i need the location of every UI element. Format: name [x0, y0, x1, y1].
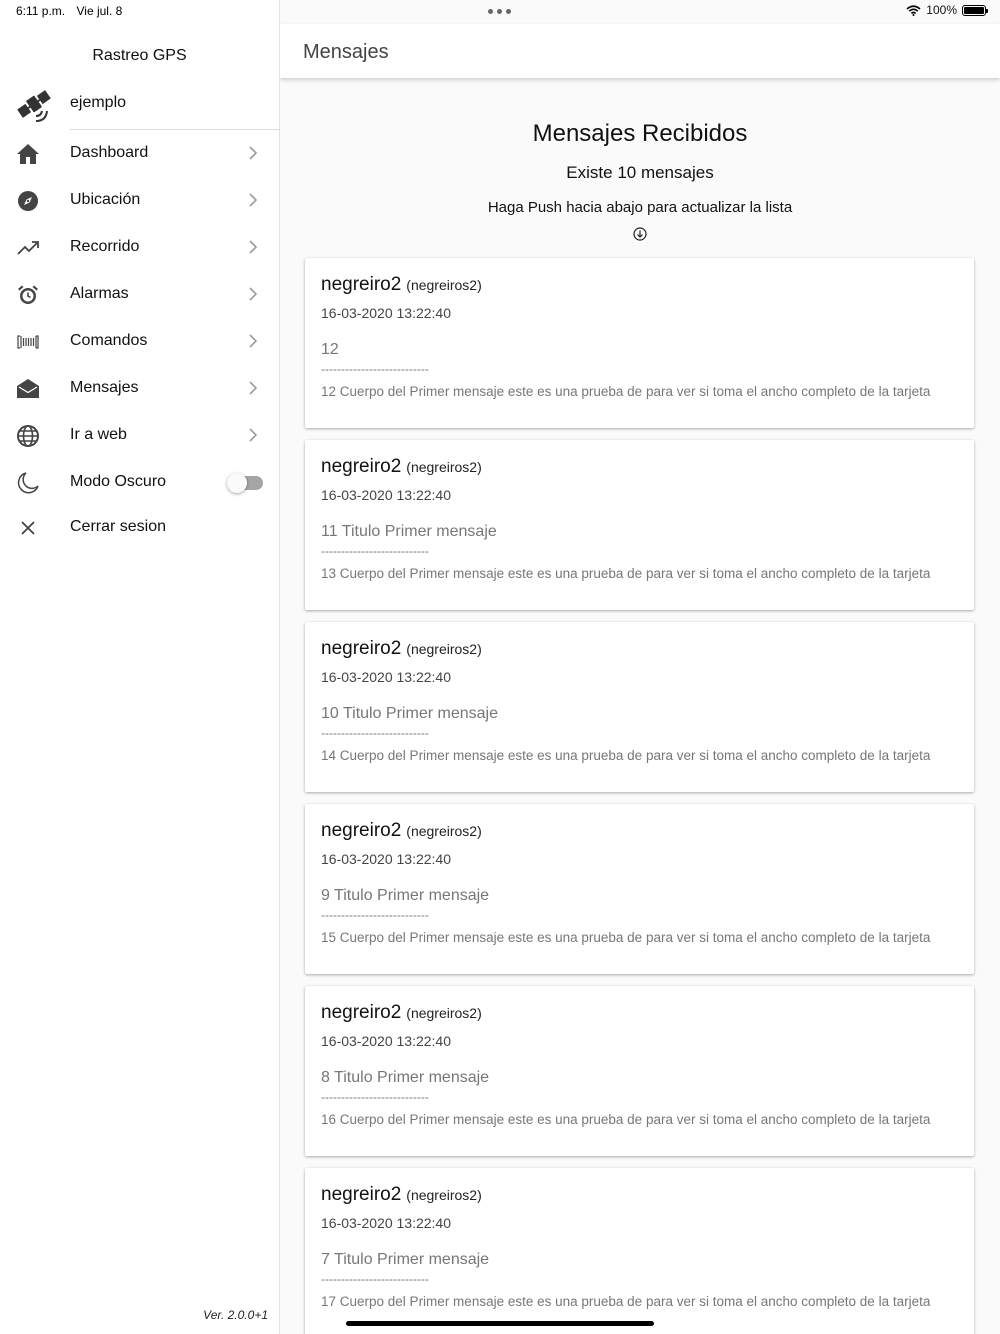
message-separator: --------------------------- [321, 1272, 429, 1286]
sender-username: (negreiros2) [406, 823, 482, 839]
message-subject: 11 Titulo Primer mensaje [321, 523, 497, 540]
app-version: Ver. 2.0.0+1 [203, 1308, 268, 1322]
chevron-right-icon [246, 286, 260, 302]
message-separator: --------------------------- [321, 362, 429, 376]
menu-item-comandos[interactable] [0, 318, 279, 365]
message-card[interactable] [305, 1168, 974, 1334]
menu-item-logout[interactable] [0, 507, 279, 547]
message-sender [321, 274, 482, 296]
message-separator: --------------------------- [321, 1090, 429, 1104]
chevron-right-icon [246, 145, 260, 161]
chevron-right-icon [246, 239, 260, 255]
message-subject: 8 Titulo Primer mensaje [321, 1069, 490, 1086]
sender-name: negreiro2 [321, 1184, 402, 1205]
chevron-right-icon [246, 192, 260, 208]
status-bar [0, 0, 1000, 24]
home-indicator[interactable] [346, 1321, 654, 1326]
sender-name: negreiro2 [321, 820, 402, 841]
message-subject: 12 [321, 341, 339, 358]
message-sender [321, 820, 482, 842]
sender-username: (negreiros2) [406, 459, 482, 475]
wifi-icon [906, 5, 921, 16]
messages-list [305, 258, 974, 1334]
page-title: Mensajes [303, 41, 389, 63]
menu-item-label: Mensajes [70, 379, 139, 396]
sender-name: negreiro2 [321, 456, 402, 477]
message-card[interactable] [305, 258, 974, 428]
status-date: Vie jul. 8 [76, 4, 123, 18]
sender-name: negreiro2 [321, 638, 402, 659]
message-date: 16-03-2020 13:22:40 [321, 669, 451, 685]
trending-up-icon [16, 236, 40, 260]
dark-mode-label: Modo Oscuro [70, 473, 167, 490]
app-title: Rastreo GPS [92, 47, 187, 64]
message-subject: 9 Titulo Primer mensaje [321, 887, 490, 904]
message-body: 15 Cuerpo del Primer mensaje este es una prueba de para ver si toma el ancho completo de la tarjeta [321, 930, 931, 945]
message-date: 16-03-2020 13:22:40 [321, 1033, 451, 1049]
barcode-icon [16, 330, 40, 354]
menu-item-label: Ubicación [70, 191, 141, 208]
status-time: 6:11 p.m. [16, 4, 66, 18]
message-body: 17 Cuerpo del Primer mensaje este es una prueba de para ver si toma el ancho completo de la tarjeta [321, 1294, 931, 1309]
toggle-knob [227, 473, 247, 493]
message-card[interactable] [305, 804, 974, 974]
moon-icon [16, 471, 40, 495]
menu-item-label: Recorrido [70, 238, 140, 255]
message-body: 12 Cuerpo del Primer mensaje este es una prueba de para ver si toma el ancho completo de la tarjeta [321, 384, 931, 399]
message-sender [321, 456, 482, 478]
drawer-menu [0, 130, 279, 547]
message-body: 14 Cuerpo del Primer mensaje este es una prueba de para ver si toma el ancho completo de la tarjeta [321, 748, 931, 763]
battery-icon [962, 5, 986, 16]
message-subject: 10 Titulo Primer mensaje [321, 705, 498, 722]
menu-item-ir-a-web[interactable] [0, 412, 279, 459]
message-separator: --------------------------- [321, 726, 429, 740]
message-date: 16-03-2020 13:22:40 [321, 1215, 451, 1231]
message-card[interactable] [305, 986, 974, 1156]
status-right [906, 3, 986, 17]
home-icon [16, 142, 40, 166]
logout-label: Cerrar sesion [70, 518, 167, 535]
message-separator: --------------------------- [321, 908, 429, 922]
menu-item-label: Comandos [70, 332, 148, 349]
sender-name: negreiro2 [321, 274, 402, 295]
message-sender [321, 638, 482, 660]
chevron-right-icon [246, 380, 260, 396]
chevron-right-icon [246, 427, 260, 443]
menu-item-label: Alarmas [70, 285, 129, 302]
message-date: 16-03-2020 13:22:40 [321, 851, 451, 867]
message-separator: --------------------------- [321, 544, 429, 558]
close-icon [16, 516, 40, 540]
globe-icon [16, 424, 40, 448]
message-card[interactable] [305, 622, 974, 792]
sidebar-drawer [0, 0, 280, 1334]
messages-count: Existe 10 mensajes [566, 163, 714, 182]
message-body: 13 Cuerpo del Primer mensaje este es una prueba de para ver si toma el ancho completo de la tarjeta [321, 566, 931, 581]
messages-heading: Mensajes Recibidos [532, 120, 748, 147]
sender-username: (negreiros2) [406, 277, 482, 293]
arrow-down-circle-icon [633, 227, 647, 241]
compass-icon [16, 189, 40, 213]
user-profile [0, 84, 279, 130]
menu-item-recorrido[interactable] [0, 224, 279, 271]
multitasking-dots-icon[interactable] [488, 9, 511, 14]
sender-username: (negreiros2) [406, 1187, 482, 1203]
dark-mode-toggle[interactable] [229, 476, 263, 490]
satellite-icon [14, 86, 54, 124]
alarm-clock-icon [16, 283, 40, 307]
message-subject: 7 Titulo Primer mensaje [321, 1251, 490, 1268]
message-sender [321, 1002, 482, 1024]
message-date: 16-03-2020 13:22:40 [321, 487, 451, 503]
menu-item-dark-mode [0, 459, 279, 507]
message-date: 16-03-2020 13:22:40 [321, 305, 451, 321]
message-body: 16 Cuerpo del Primer mensaje este es una prueba de para ver si toma el ancho completo de la tarjeta [321, 1112, 931, 1127]
menu-item-ubicacion[interactable] [0, 177, 279, 224]
menu-item-mensajes[interactable] [0, 365, 279, 412]
message-card[interactable] [305, 440, 974, 610]
chevron-right-icon [246, 333, 260, 349]
pull-to-refresh-hint: Haga Push hacia abajo para actualizar la lista [487, 199, 793, 216]
menu-item-dashboard[interactable] [0, 130, 279, 177]
main-content [280, 0, 1000, 1334]
sender-username: (negreiros2) [406, 1005, 482, 1021]
status-left [16, 4, 130, 18]
menu-item-label: Ir a web [70, 426, 127, 443]
menu-item-alarmas[interactable] [0, 271, 279, 318]
sender-name: negreiro2 [321, 1002, 402, 1023]
battery-percent: 100% [926, 3, 957, 17]
user-name: ejemplo [70, 94, 127, 111]
sender-username: (negreiros2) [406, 641, 482, 657]
menu-item-label: Dashboard [70, 144, 149, 161]
envelope-open-icon [16, 377, 40, 401]
app-bar [280, 24, 1000, 78]
message-sender [321, 1184, 482, 1206]
